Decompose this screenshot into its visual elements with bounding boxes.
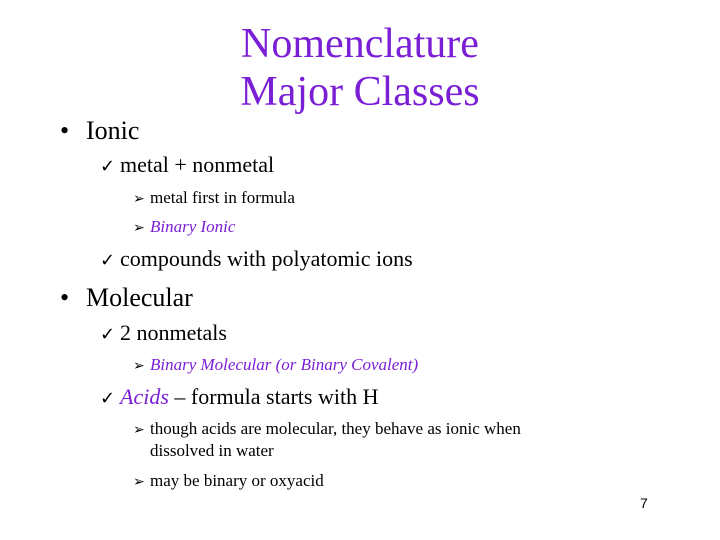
slide-title	[200, 20, 520, 116]
check-two-nonmetals	[100, 320, 227, 348]
arrow-binary-ionic	[133, 216, 235, 239]
arrow-icon: ➢	[133, 474, 145, 490]
title-line-1: Nomenclature	[241, 21, 479, 67]
arrow-binary-oxyacid	[133, 470, 324, 493]
arrow-icon: ➢	[133, 220, 145, 236]
arrow-acids-behave	[133, 418, 521, 441]
acids-rest-text: – formula starts with H	[168, 384, 379, 409]
check-icon: ✓	[100, 250, 116, 271]
arrow-binary-molecular	[133, 354, 418, 377]
metal-first-text: metal first in formula	[150, 188, 295, 207]
arrow-icon: ➢	[133, 191, 145, 207]
bullet-icon: •	[60, 116, 70, 145]
acids-behave-continuation	[150, 440, 274, 462]
bullet-ionic	[60, 116, 139, 146]
binary-oxyacid-text: may be binary or oxyacid	[150, 471, 324, 490]
binary-ionic-text: Binary Ionic	[150, 217, 236, 236]
acids-behave-line-1: though acids are molecular, they behave as ionic when	[150, 419, 521, 438]
arrow-icon: ➢	[133, 358, 145, 374]
ionic-label: Ionic	[86, 116, 140, 145]
page-number: 7	[640, 495, 648, 511]
arrow-icon: ➢	[133, 422, 145, 438]
acids-behave-line-2: dissolved in water	[150, 441, 274, 460]
two-nonmetals-text: 2 nonmetals	[120, 320, 227, 345]
check-icon: ✓	[100, 388, 116, 409]
acids-label: Acids	[120, 384, 169, 409]
metal-nonmetal-text: metal + nonmetal	[120, 152, 275, 177]
check-polyatomic	[100, 246, 413, 274]
check-icon: ✓	[100, 324, 116, 345]
title-line-2: Major Classes	[240, 69, 480, 115]
molecular-label: Molecular	[86, 283, 193, 312]
check-metal-nonmetal	[100, 152, 274, 180]
binary-molecular-text: Binary Molecular (or Binary Covalent)	[150, 355, 419, 374]
check-icon: ✓	[100, 156, 116, 177]
bullet-molecular	[60, 283, 193, 313]
arrow-metal-first	[133, 187, 295, 210]
bullet-icon: •	[60, 283, 70, 312]
check-acids	[100, 384, 378, 412]
polyatomic-text: compounds with polyatomic ions	[120, 246, 413, 271]
